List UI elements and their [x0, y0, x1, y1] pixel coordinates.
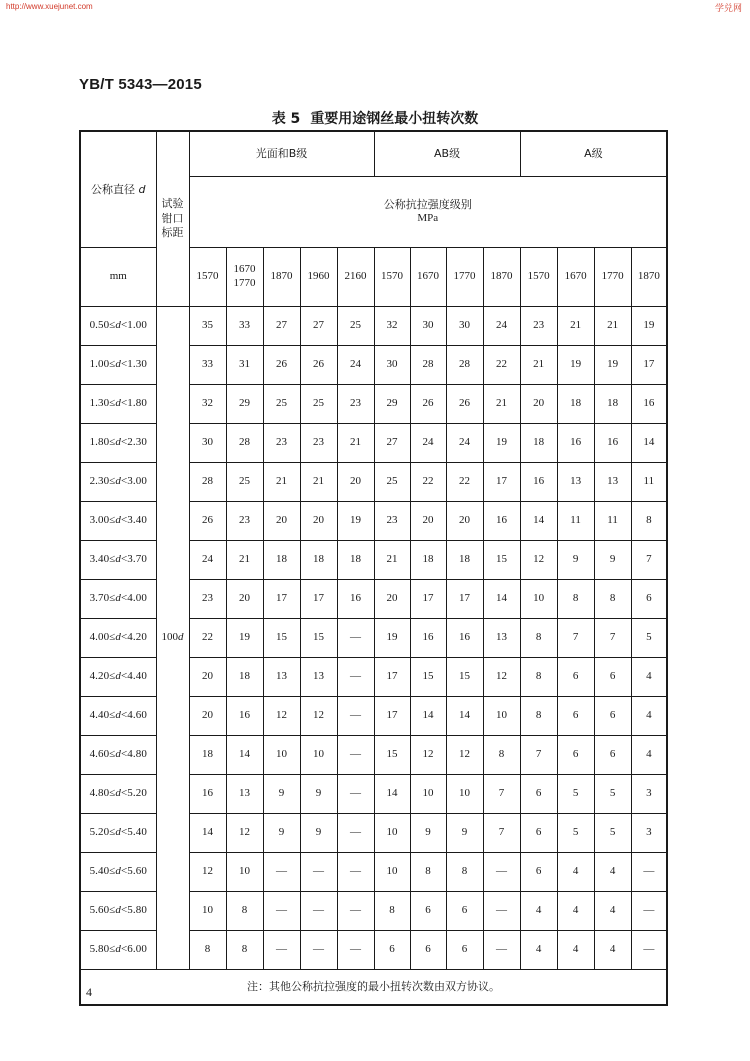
diameter-range: 2.30≤d<3.00: [80, 463, 156, 502]
torsion-value: 18: [410, 541, 446, 580]
torsion-value: —: [337, 619, 374, 658]
torsion-value: 9: [410, 814, 446, 853]
torsion-value: 18: [557, 385, 594, 424]
torsion-value: —: [483, 892, 520, 931]
torsion-value: 32: [374, 307, 410, 346]
torsion-value: 24: [410, 424, 446, 463]
torsion-value: 20: [374, 580, 410, 619]
grade-header: 1870: [631, 248, 667, 307]
torsion-value: —: [300, 892, 337, 931]
diameter-range: 4.60≤d<4.80: [80, 736, 156, 775]
torsion-value: 7: [557, 619, 594, 658]
torsion-value: 25: [337, 307, 374, 346]
torsion-value: 8: [410, 853, 446, 892]
torsion-value: 4: [520, 931, 557, 970]
torsion-value: —: [631, 892, 667, 931]
torsion-value: 22: [410, 463, 446, 502]
torsion-value: —: [483, 853, 520, 892]
torsion-value: 6: [594, 697, 631, 736]
torsion-value: 23: [520, 307, 557, 346]
torsion-value: 17: [446, 580, 483, 619]
torsion-value: 8: [631, 502, 667, 541]
torsion-value: 14: [189, 814, 226, 853]
torsion-value: 16: [631, 385, 667, 424]
torsion-value: —: [337, 658, 374, 697]
torsion-value: —: [337, 775, 374, 814]
torsion-value: —: [483, 931, 520, 970]
torsion-value: 12: [226, 814, 263, 853]
torsion-value: 8: [226, 931, 263, 970]
grade-header: 1870: [483, 248, 520, 307]
torsion-value: 9: [263, 775, 300, 814]
torsion-value: 12: [263, 697, 300, 736]
torsion-value: 8: [226, 892, 263, 931]
torsion-value: 4: [631, 658, 667, 697]
torsion-value: —: [300, 853, 337, 892]
diameter-header: 公称直径 d: [80, 131, 156, 248]
torsion-value: 5: [594, 814, 631, 853]
torsion-value: 17: [410, 580, 446, 619]
strength-unit: MPa: [417, 212, 439, 224]
diameter-range: 5.80≤d<6.00: [80, 931, 156, 970]
torsion-value: 14: [410, 697, 446, 736]
gap-value: 100d: [156, 307, 189, 970]
torsion-value: 14: [483, 580, 520, 619]
torsion-value: 20: [226, 580, 263, 619]
grade-header: 1570: [189, 248, 226, 307]
torsion-value: 14: [374, 775, 410, 814]
torsion-value: 24: [189, 541, 226, 580]
torsion-value: 7: [483, 814, 520, 853]
torsion-value: 30: [374, 346, 410, 385]
torsion-value: 23: [189, 580, 226, 619]
torsion-value: 23: [300, 424, 337, 463]
torsion-value: 26: [189, 502, 226, 541]
torsion-value: 4: [557, 892, 594, 931]
torsion-value: 27: [374, 424, 410, 463]
torsion-value: —: [337, 697, 374, 736]
grade-header: 1670: [557, 248, 594, 307]
torsion-value: 28: [446, 346, 483, 385]
torsion-table: [79, 130, 668, 1006]
strength-header: [189, 177, 667, 248]
torsion-value: 4: [594, 931, 631, 970]
torsion-value: 4: [520, 892, 557, 931]
torsion-value: 13: [557, 463, 594, 502]
group-header-a: A级: [520, 131, 667, 177]
torsion-value: 14: [631, 424, 667, 463]
grade-header: 1770: [594, 248, 631, 307]
torsion-value: 15: [483, 541, 520, 580]
torsion-value: 14: [226, 736, 263, 775]
torsion-value: 22: [483, 346, 520, 385]
torsion-value: 15: [263, 619, 300, 658]
torsion-value: 22: [446, 463, 483, 502]
grade-header: 1670: [410, 248, 446, 307]
torsion-value: 12: [300, 697, 337, 736]
torsion-value: 10: [483, 697, 520, 736]
torsion-value: 17: [300, 580, 337, 619]
torsion-value: 18: [263, 541, 300, 580]
torsion-value: 23: [374, 502, 410, 541]
torsion-value: 8: [557, 580, 594, 619]
diameter-range: 1.30≤d<1.80: [80, 385, 156, 424]
torsion-value: 17: [263, 580, 300, 619]
torsion-value: 18: [594, 385, 631, 424]
torsion-value: 14: [520, 502, 557, 541]
standard-code: YB/T 5343—2015: [79, 76, 202, 93]
torsion-value: 6: [557, 736, 594, 775]
diameter-range: 3.00≤d<3.40: [80, 502, 156, 541]
torsion-value: 11: [594, 502, 631, 541]
torsion-value: 19: [226, 619, 263, 658]
torsion-value: 32: [189, 385, 226, 424]
torsion-value: 19: [337, 502, 374, 541]
torsion-value: 3: [631, 814, 667, 853]
torsion-value: 17: [374, 658, 410, 697]
torsion-value: 30: [446, 307, 483, 346]
torsion-value: 29: [374, 385, 410, 424]
diameter-range: 5.20≤d<5.40: [80, 814, 156, 853]
torsion-value: 8: [189, 931, 226, 970]
torsion-value: 4: [631, 736, 667, 775]
torsion-value: 18: [446, 541, 483, 580]
torsion-value: 15: [374, 736, 410, 775]
torsion-value: —: [337, 814, 374, 853]
torsion-value: 16: [446, 619, 483, 658]
torsion-value: 9: [300, 814, 337, 853]
torsion-value: 21: [483, 385, 520, 424]
torsion-value: 8: [483, 736, 520, 775]
torsion-value: 9: [300, 775, 337, 814]
torsion-value: 18: [520, 424, 557, 463]
torsion-value: 33: [226, 307, 263, 346]
torsion-value: 19: [557, 346, 594, 385]
torsion-value: 25: [263, 385, 300, 424]
torsion-value: 20: [410, 502, 446, 541]
torsion-value: 17: [374, 697, 410, 736]
torsion-value: 16: [189, 775, 226, 814]
torsion-value: 27: [300, 307, 337, 346]
torsion-value: 6: [410, 892, 446, 931]
table-title-text: 重要用途钢丝最小扭转次数: [310, 111, 479, 127]
table-number: 表 5: [271, 111, 301, 127]
torsion-value: 4: [557, 853, 594, 892]
torsion-value: 20: [337, 463, 374, 502]
torsion-value: 21: [226, 541, 263, 580]
torsion-value: 23: [263, 424, 300, 463]
torsion-value: 21: [374, 541, 410, 580]
torsion-value: 19: [483, 424, 520, 463]
torsion-value: 11: [631, 463, 667, 502]
torsion-value: 12: [410, 736, 446, 775]
diameter-range: 0.50≤d<1.00: [80, 307, 156, 346]
grade-header: 1870: [263, 248, 300, 307]
torsion-value: 26: [263, 346, 300, 385]
torsion-value: 9: [557, 541, 594, 580]
torsion-value: —: [631, 853, 667, 892]
torsion-value: 11: [557, 502, 594, 541]
torsion-value: 12: [446, 736, 483, 775]
torsion-value: 25: [300, 385, 337, 424]
torsion-value: 6: [446, 931, 483, 970]
torsion-value: 6: [520, 775, 557, 814]
torsion-value: 10: [263, 736, 300, 775]
diameter-range: 5.40≤d<5.60: [80, 853, 156, 892]
torsion-value: 6: [520, 853, 557, 892]
diameter-range: 3.70≤d<4.00: [80, 580, 156, 619]
torsion-value: 23: [337, 385, 374, 424]
table-row: [80, 307, 667, 346]
torsion-value: 26: [300, 346, 337, 385]
torsion-value: 27: [263, 307, 300, 346]
torsion-value: 13: [226, 775, 263, 814]
torsion-value: 10: [446, 775, 483, 814]
torsion-value: 20: [263, 502, 300, 541]
diameter-range: 4.40≤d<4.60: [80, 697, 156, 736]
diameter-range: 4.80≤d<5.20: [80, 775, 156, 814]
torsion-value: 8: [594, 580, 631, 619]
torsion-value: 6: [374, 931, 410, 970]
torsion-value: 12: [189, 853, 226, 892]
torsion-value: —: [263, 853, 300, 892]
torsion-value: 33: [189, 346, 226, 385]
torsion-value: 19: [631, 307, 667, 346]
torsion-value: 21: [557, 307, 594, 346]
torsion-value: 6: [446, 892, 483, 931]
torsion-value: 21: [337, 424, 374, 463]
torsion-value: 10: [300, 736, 337, 775]
torsion-value: 35: [189, 307, 226, 346]
diameter-range: 3.40≤d<3.70: [80, 541, 156, 580]
torsion-value: 28: [189, 463, 226, 502]
torsion-value: 7: [594, 619, 631, 658]
torsion-value: 28: [226, 424, 263, 463]
torsion-value: 19: [594, 346, 631, 385]
torsion-value: 6: [410, 931, 446, 970]
torsion-value: 21: [520, 346, 557, 385]
torsion-value: 14: [446, 697, 483, 736]
torsion-value: 4: [557, 931, 594, 970]
torsion-value: —: [337, 892, 374, 931]
page-number: 4: [86, 985, 92, 999]
torsion-value: 4: [594, 853, 631, 892]
torsion-value: 6: [557, 658, 594, 697]
table-title: [0, 108, 750, 128]
torsion-value: 30: [189, 424, 226, 463]
torsion-value: 20: [300, 502, 337, 541]
torsion-value: 16: [483, 502, 520, 541]
torsion-value: 23: [226, 502, 263, 541]
torsion-value: 8: [520, 697, 557, 736]
torsion-value: 5: [594, 775, 631, 814]
torsion-value: —: [263, 892, 300, 931]
grade-header: 2160: [337, 248, 374, 307]
torsion-value: 16: [520, 463, 557, 502]
torsion-value: 20: [520, 385, 557, 424]
watermark-url: http://www.xuejunet.com: [6, 2, 93, 11]
torsion-value: 26: [446, 385, 483, 424]
unit-mm: mm: [80, 248, 156, 307]
torsion-value: 10: [374, 853, 410, 892]
torsion-value: 20: [189, 697, 226, 736]
torsion-value: 8: [520, 658, 557, 697]
torsion-value: 31: [226, 346, 263, 385]
torsion-value: 10: [520, 580, 557, 619]
torsion-value: 6: [557, 697, 594, 736]
torsion-value: 10: [189, 892, 226, 931]
torsion-value: 8: [446, 853, 483, 892]
torsion-value: 9: [446, 814, 483, 853]
torsion-value: 5: [557, 814, 594, 853]
torsion-value: 10: [374, 814, 410, 853]
torsion-value: 21: [300, 463, 337, 502]
torsion-value: 3: [631, 775, 667, 814]
table-note: 注：其他公称抗拉强度的最小扭转次数由双方协议。: [80, 970, 667, 1006]
torsion-value: 4: [594, 892, 631, 931]
torsion-value: 18: [337, 541, 374, 580]
torsion-value: 5: [631, 619, 667, 658]
torsion-value: 7: [631, 541, 667, 580]
torsion-value: 6: [631, 580, 667, 619]
torsion-value: 13: [263, 658, 300, 697]
watermark-logo: 学兑网: [714, 3, 742, 13]
grade-header: 1670 1770: [226, 248, 263, 307]
torsion-value: 6: [594, 736, 631, 775]
torsion-value: 29: [226, 385, 263, 424]
torsion-value: —: [337, 853, 374, 892]
torsion-value: 18: [226, 658, 263, 697]
torsion-value: 16: [594, 424, 631, 463]
torsion-value: —: [337, 736, 374, 775]
torsion-value: —: [337, 931, 374, 970]
diameter-range: 1.00≤d<1.30: [80, 346, 156, 385]
torsion-value: 15: [300, 619, 337, 658]
torsion-value: 10: [410, 775, 446, 814]
grade-header: 1570: [374, 248, 410, 307]
torsion-value: 16: [337, 580, 374, 619]
torsion-value: 17: [631, 346, 667, 385]
grade-header: 1770: [446, 248, 483, 307]
torsion-value: 17: [483, 463, 520, 502]
torsion-value: 20: [446, 502, 483, 541]
group-header-b: 光面和B级: [189, 131, 374, 177]
torsion-value: 15: [410, 658, 446, 697]
torsion-value: 8: [520, 619, 557, 658]
torsion-value: 24: [446, 424, 483, 463]
torsion-value: 25: [226, 463, 263, 502]
torsion-value: 12: [483, 658, 520, 697]
torsion-value: 8: [374, 892, 410, 931]
torsion-value: 7: [520, 736, 557, 775]
torsion-value: 19: [374, 619, 410, 658]
grade-header: 1960: [300, 248, 337, 307]
torsion-value: 20: [189, 658, 226, 697]
torsion-value: 4: [631, 697, 667, 736]
torsion-value: 6: [594, 658, 631, 697]
torsion-value: 16: [410, 619, 446, 658]
torsion-value: 26: [410, 385, 446, 424]
diameter-range: 1.80≤d<2.30: [80, 424, 156, 463]
torsion-value: 16: [557, 424, 594, 463]
torsion-value: —: [263, 931, 300, 970]
torsion-value: 30: [410, 307, 446, 346]
torsion-value: 21: [263, 463, 300, 502]
torsion-value: 21: [594, 307, 631, 346]
torsion-value: —: [631, 931, 667, 970]
torsion-value: 24: [483, 307, 520, 346]
strength-label: 公称抗拉强度级别: [383, 198, 472, 212]
torsion-value: 5: [557, 775, 594, 814]
torsion-value: 13: [483, 619, 520, 658]
group-header-ab: AB级: [374, 131, 520, 177]
torsion-value: 13: [594, 463, 631, 502]
grade-header: 1570: [520, 248, 557, 307]
torsion-value: 12: [520, 541, 557, 580]
torsion-value: 22: [189, 619, 226, 658]
torsion-value: 10: [226, 853, 263, 892]
torsion-value: 15: [446, 658, 483, 697]
torsion-value: 7: [483, 775, 520, 814]
torsion-value: 28: [410, 346, 446, 385]
torsion-value: 25: [374, 463, 410, 502]
diameter-range: 4.20≤d<4.40: [80, 658, 156, 697]
torsion-value: 13: [300, 658, 337, 697]
torsion-value: 9: [263, 814, 300, 853]
diameter-range: 5.60≤d<5.80: [80, 892, 156, 931]
torsion-value: —: [300, 931, 337, 970]
torsion-value: 9: [594, 541, 631, 580]
torsion-value: 6: [520, 814, 557, 853]
torsion-value: 18: [300, 541, 337, 580]
gap-header: 试验钳口标距: [156, 131, 189, 307]
diameter-range: 4.00≤d<4.20: [80, 619, 156, 658]
torsion-value: 18: [189, 736, 226, 775]
torsion-value: 24: [337, 346, 374, 385]
torsion-value: 16: [226, 697, 263, 736]
